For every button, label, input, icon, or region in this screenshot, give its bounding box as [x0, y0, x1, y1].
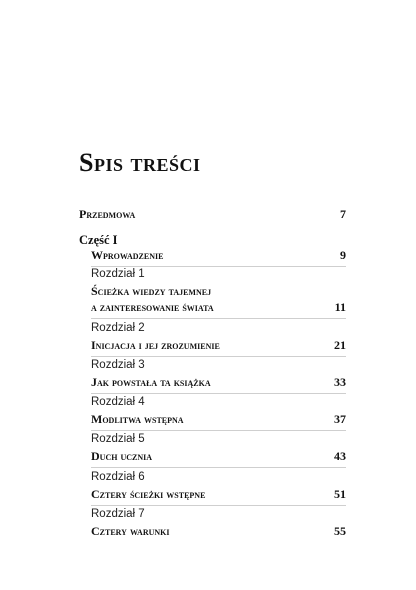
chapter-label: Rozdział 5 [91, 433, 145, 445]
separator-line [91, 430, 346, 431]
toc-entry-chapter-7[interactable]: Cztery warunki [91, 524, 170, 538]
page-title: Spis treści [79, 148, 201, 177]
toc-page-number: 7 [340, 207, 346, 221]
chapter-label: Rozdział 2 [91, 322, 145, 334]
separator-line [91, 356, 346, 357]
separator-line [91, 505, 346, 506]
toc-entry-preface[interactable]: Przedmowa [79, 207, 136, 221]
toc-entry-chapter-3[interactable]: Jak powstała ta książka [91, 375, 211, 389]
toc-page-number: 51 [334, 487, 346, 501]
separator-line [91, 318, 346, 319]
toc-page-number: 21 [334, 338, 346, 352]
separator-line [91, 467, 346, 468]
toc-entry-chapter-1-line2[interactable]: a zainteresowanie świata [91, 300, 214, 314]
toc-entry-chapter-6[interactable]: Cztery ścieżki wstępne [91, 487, 206, 501]
toc-entry-introduction[interactable]: Wprowadzenie [91, 248, 164, 262]
chapter-label: Rozdział 6 [91, 471, 145, 483]
separator-line [91, 393, 346, 394]
toc-entry-chapter-5[interactable]: Duch ucznia [91, 449, 153, 463]
toc-entry-chapter-2[interactable]: Inicjacja i jej zrozumienie [91, 338, 220, 352]
toc-page-number: 43 [334, 449, 346, 463]
toc-entry-chapter-1[interactable]: Ścieżka wiedzy tajemnej [91, 284, 212, 298]
toc-page-number: 55 [334, 524, 346, 538]
chapter-label: Rozdział 4 [91, 396, 145, 408]
toc-entry-chapter-4[interactable]: Modlitwa wstępna [91, 412, 184, 426]
chapter-label: Rozdział 3 [91, 359, 145, 371]
toc-page-number: 11 [334, 300, 346, 314]
toc-page-number: 33 [334, 375, 346, 389]
chapter-label: Rozdział 1 [91, 268, 145, 280]
chapter-label: Rozdział 7 [91, 508, 145, 520]
toc-page-number: 37 [334, 412, 346, 426]
toc-part-heading: Część I [79, 233, 118, 247]
toc-page-number: 9 [340, 248, 346, 262]
